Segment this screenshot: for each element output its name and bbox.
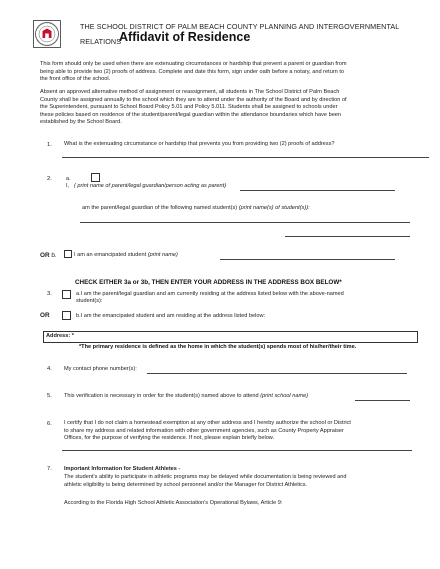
policy-line: these policies based on residence of the student/parent/legal guardian within the attendance boundaries which have been (40, 111, 342, 118)
explanation-line[interactable] (62, 450, 412, 451)
guardian-name-hint: ( print name of parent/legal guardian/person acting as parent) (74, 183, 227, 189)
question-2a-label: a. (66, 176, 71, 182)
question-2b-label: b. (51, 252, 57, 259)
question-6-line: to share my address and related information with other government agencies, such as County Property Appraiser (64, 427, 344, 434)
question-4-text: My contact phone number(s): (64, 366, 137, 372)
address-label: Address: * (46, 333, 74, 339)
policy-line: the Superintendent, pursuant to School Board Policy 5.01 and Policy 5.011. Students shall be assigned to schools under (40, 104, 338, 110)
question-7-number: 7. (47, 466, 52, 472)
question-6-number: 6. (47, 421, 52, 427)
question-3b-checkbox[interactable] (62, 311, 71, 320)
athletes-heading: Important Information for Student Athletes - (64, 466, 181, 472)
or-label (40, 252, 57, 259)
phone-number-line[interactable] (147, 373, 407, 374)
page-title: Affidavit of Residence (119, 30, 251, 44)
guardian-statement (82, 205, 310, 212)
question-1-text: What is the extenuating circumstance or hardship that prevents you from providing two (2) proofs of address? (64, 141, 335, 147)
question-3-or: OR (40, 312, 50, 319)
guardian-statement-text: am the parent/legal guardian of the following named student(s) (82, 205, 238, 211)
intro-line: the front office of the school. (40, 76, 111, 82)
header-relations: RELATIONS (80, 37, 122, 46)
athletes-line: The student's ability to participate in athletic programs may be delayed while documentation is being reviewed and (64, 474, 347, 480)
question-5-number: 5. (47, 393, 52, 399)
emancipated-statement (74, 252, 178, 259)
emancipated-name-hint: (print name) (147, 252, 178, 258)
school-name-hint: (print school name) (260, 393, 309, 399)
question-2b-checkbox[interactable] (64, 250, 72, 258)
question-1-number: 1. (47, 142, 52, 148)
policy-paragraph (40, 89, 410, 127)
question-5-text (64, 393, 308, 400)
school-name-line[interactable] (355, 400, 410, 401)
question-6-line: I certify that I do not claim a homestead exemption at any other address and I hereby authorize the school or District (64, 420, 351, 426)
question-6-text (64, 420, 414, 443)
fhsaa-bylaws-text: According to the Florida High School Athletic Association's Operational Bylaws, Article 9: (64, 500, 283, 506)
question-2a-checkbox[interactable] (91, 173, 100, 182)
student-names-hint: (print name(s) of student(s)): (238, 205, 310, 211)
intro-paragraph (40, 61, 410, 84)
student-names-line[interactable] (80, 222, 410, 223)
policy-line: established by the School Board. (40, 119, 122, 125)
athletes-line: athletic eligibility is being determined by school personnel and/or the Manager for District Athletics. (64, 481, 308, 488)
question-2-number: 2. (47, 176, 52, 182)
question-3a-checkbox[interactable] (62, 290, 71, 299)
guardian-name-line[interactable] (240, 190, 395, 191)
check-instructions-heading: CHECK EITHER 3a or 3b, THEN ENTER YOUR ADDRESS IN THE ADDRESS BOX BELOW* (75, 279, 342, 286)
emancipated-name-line[interactable] (220, 259, 395, 260)
address-box[interactable] (43, 331, 418, 343)
intro-line: This form should only be used when there are extenuating circumstances or hardship that prevent a parent or guardian from (40, 61, 347, 67)
header-line: THE SCHOOL DISTRICT OF PALM BEACH COUNTY PLANNING AND INTERGOVERNMENTAL (80, 22, 400, 31)
question-3a-text-2: student(s): (76, 298, 103, 304)
student-names-line-2[interactable] (285, 236, 410, 237)
question-3b-text: b.I am the emancipated student and am residing at the address listed below: (76, 313, 266, 319)
question-4-number: 4. (47, 366, 52, 372)
athletes-text (64, 474, 414, 489)
question-3a-text-1: a.I am the parent/legal guardian and am currently residing at the address listed below with the above-named (76, 291, 344, 297)
question-2a-i-label: I, (66, 183, 70, 189)
primary-residence-note: *The primary residence is defined as the home in which the student(s) spends most of his/her/their time. (79, 344, 357, 350)
question-3-number: 3. (47, 291, 52, 297)
question-6-line: Offices, for the purpose of verifying the residence. If not, please explain briefly below. (64, 435, 275, 441)
policy-line: Absent an approved alternative method of assignment or reassignment, all students in The School District of Palm Beach (40, 89, 340, 95)
question-1-answer-line[interactable] (62, 157, 429, 158)
intro-line: being able to provide two (2) proofs of address. Complete and date this form, sign under oath before a notary, and return to (40, 68, 345, 75)
district-seal-logo (33, 20, 61, 48)
emancipated-text: I am an emancipated student (74, 252, 147, 258)
question-5-statement: This verification is necessary in order for the student(s) named above to attend (64, 393, 259, 399)
policy-line: County shall be assigned annually to the school which they are to attend under the authority of the Board and by direction of (40, 96, 347, 103)
or-text: OR (40, 252, 50, 259)
